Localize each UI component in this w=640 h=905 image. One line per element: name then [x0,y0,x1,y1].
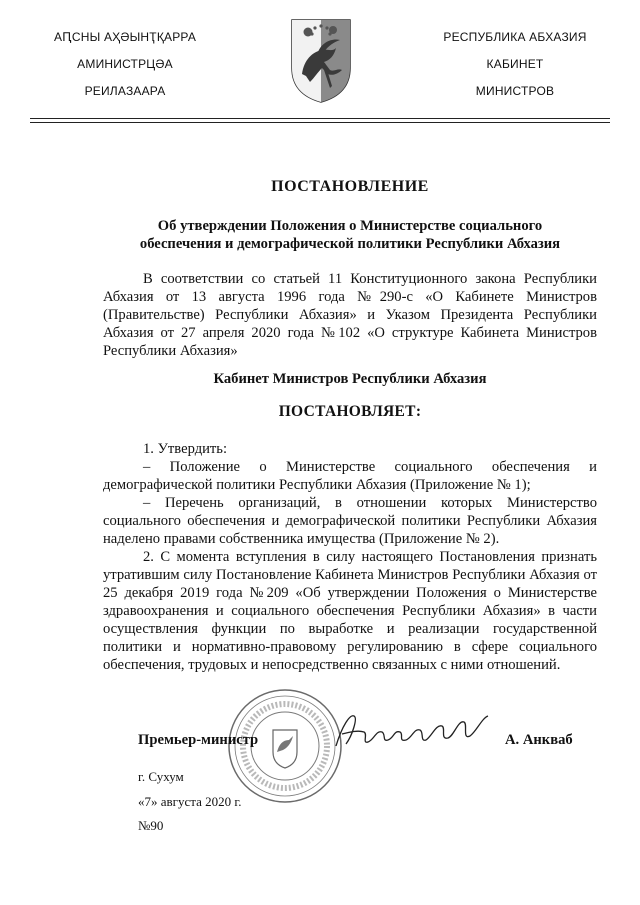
handwritten-signature-icon [332,706,492,756]
header-divider-thin [30,122,610,123]
header-right-block [415,24,615,105]
document-city: г. Сухум [138,769,184,784]
header-right-line-1: РЕСПУБЛИКА АБХАЗИЯ [443,30,587,44]
preamble-paragraph: В соответствии со статьей 11 Конституционного закона Республики Абхазия от 13 августа 1996 года №290-с «О Кабинете Министров (Правительстве) Республики Абхазия» и Указом Президента Республики Абхазия от 27 апреля 2020 года №102 «О структуре Кабинета Министров Республики Абхазия» [103,271,597,359]
decree-heading: ПОСТАНОВЛЯЕТ: [278,403,422,420]
item-1: 1. Утвердить: [143,441,228,457]
document-date: «7» августа 2020 г. [138,794,242,809]
subtitle-line-1: Об утверждении Положения о Министерстве социального [157,218,543,234]
header-left-line-1: АԤСНЫ АҲӘЫНҬҚАРРА [53,30,197,44]
cabinet-heading: Кабинет Министров Республики Абхазия [213,371,487,387]
header-right-line-2: КАБИНЕТ [486,57,544,71]
document-body [103,440,597,674]
header-left-line-3: РЕИЛАЗААРА [84,84,166,98]
header-left-line-2: АМИНИСТРЦӘА [77,57,173,71]
item-1b: – Перечень организаций, в отношении которых Министерство социального обеспечения и демографической политики Республики Абхазия наделено правами собственника имущества (Приложение № 2). [103,495,597,547]
document-title: ПОСТАНОВЛЕНИЕ [271,178,429,195]
document-subtitle [103,217,597,253]
header-right-line-3: МИНИСТРОВ [475,84,555,98]
item-2: 2. С момента вступления в силу настоящего Постановления признать утратившим силу Постановление Кабинета Министров Республики Абхазия от 25 декабря 2019 года №209 «Об утверждении Положения о Министерстве здравоохранения и социального обеспечения Республики Абхазия» в части осуществления функции по выработке и реализации государственной политики и нормативно-правовому регулированию в сфере социального обеспечения, трудовых и непосредственно связанных с ними отношений. [103,549,597,673]
coat-of-arms-icon [288,16,354,104]
subtitle-line-2: обеспечения и демографической политики Республики Абхазия [139,236,561,252]
header-left-block [25,24,225,105]
signatory-name: А. Анкваб [505,732,573,748]
item-1a: – Положение о Министерстве социального обеспечения и демографической политики Республики Абхазия (Приложение № 1); [103,459,597,493]
document-number: №90 [138,818,164,833]
signatory-position: Премьер-министр [138,732,259,748]
header-divider [30,118,610,119]
